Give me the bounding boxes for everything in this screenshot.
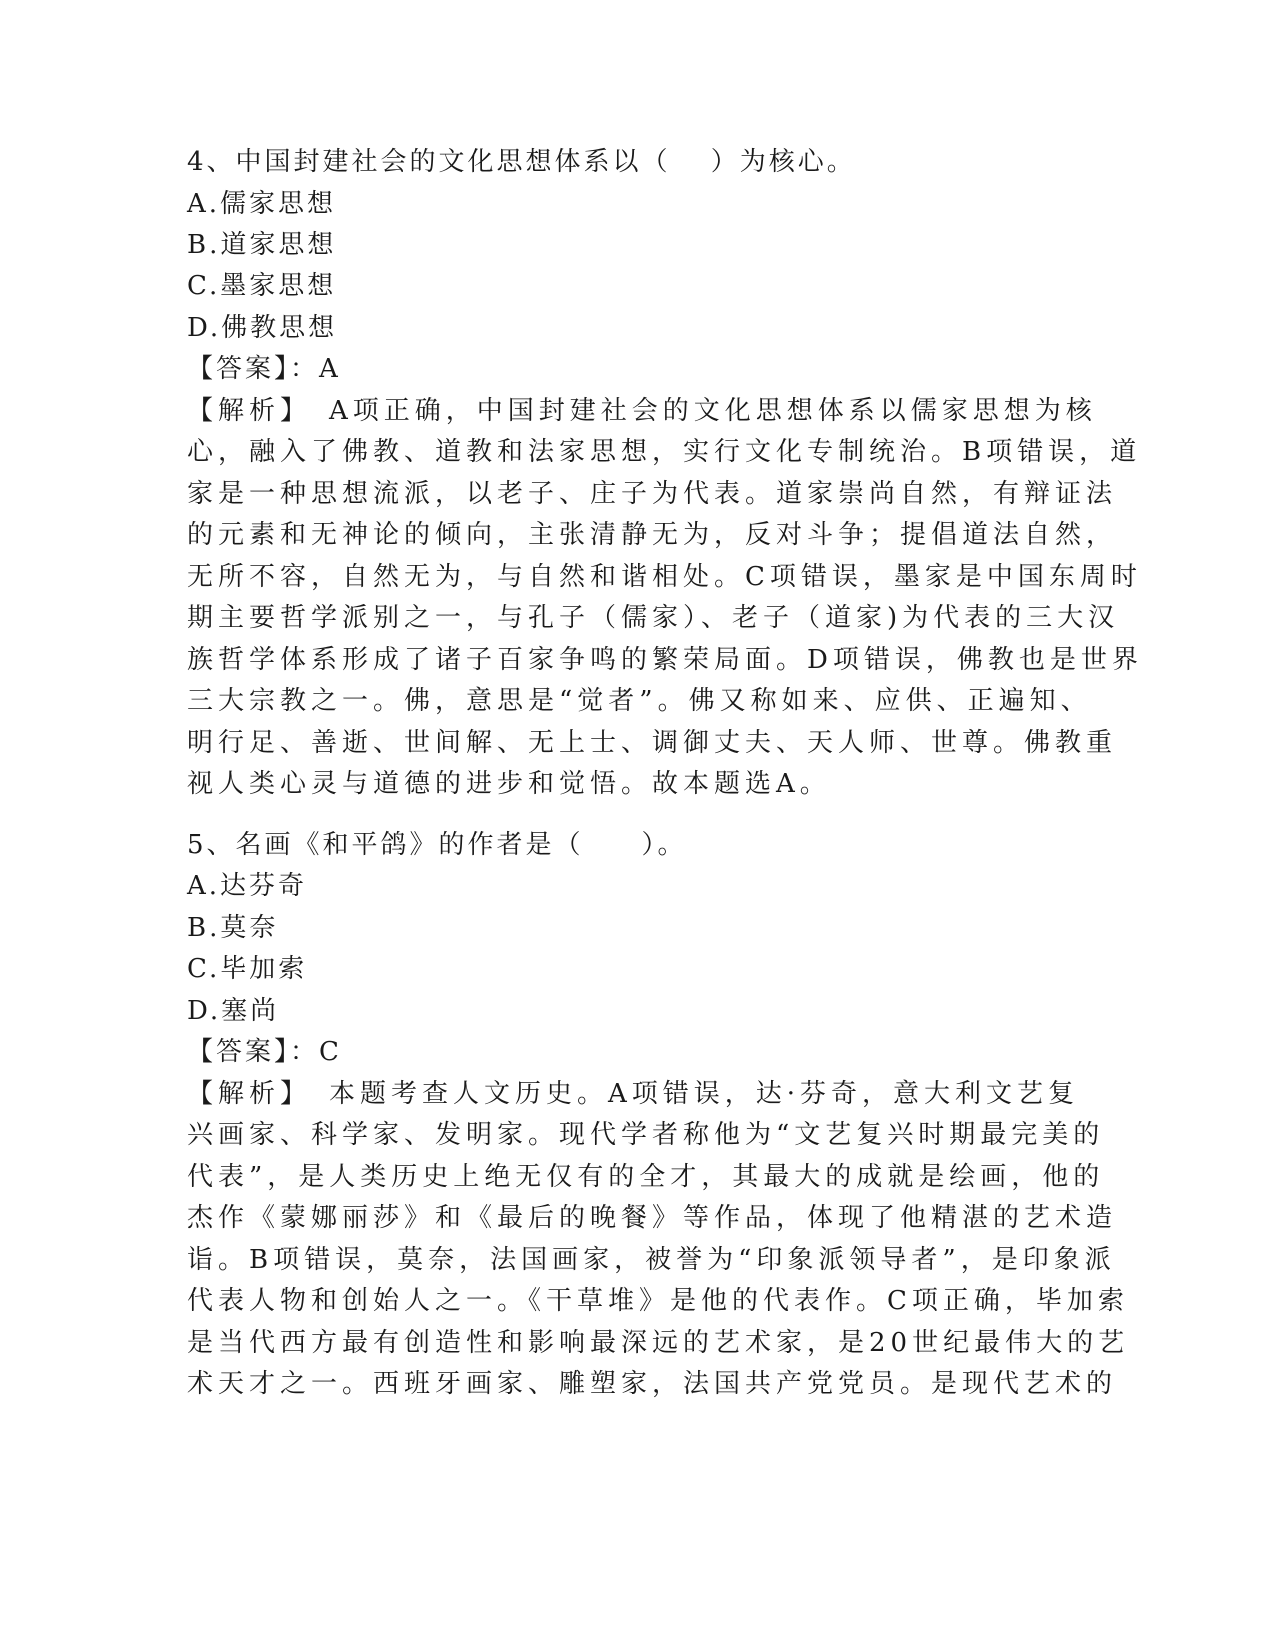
question-4-analysis-line: 无所不容，自然无为，与自然和谐相处。C项错误，墨家是中国东周时	[187, 562, 1142, 592]
question-4-analysis-line: 的元素和无神论的倾向，主张清静无为，反对斗争；提倡道法自然，	[187, 520, 1118, 550]
question-5-analysis-line: 兴画家、科学家、发明家。现代学者称他为“文艺复兴时期最完美的	[187, 1120, 1105, 1150]
question-4-analysis-line: 族哲学体系形成了诸子百家争鸣的繁荣局面。D项错误，佛教也是世界	[187, 645, 1143, 675]
question-5-option-d: D.塞尚	[187, 996, 280, 1026]
question-4-analysis-line: 明行足、善逝、世间解、无上士、调御丈夫、天人师、世尊。佛教重	[187, 728, 1118, 758]
question-4-option-a: A.儒家思想	[187, 189, 337, 219]
question-5-option-a: A.达芬奇	[187, 871, 308, 901]
question-4-analysis-line: 三大宗教之一。佛，意思是“觉者”。佛又称如来、应供、正遍知、	[187, 686, 1092, 716]
question-4-option-d: D.佛教思想	[187, 313, 338, 343]
question-4-analysis-line: 【解析】 A项正确，中国封建社会的文化思想体系以儒家思想为核	[187, 396, 1097, 426]
question-4-answer: 【答案】：A	[187, 354, 341, 384]
question-5-analysis-line: 代表人物和创始人之一。《干草堆》是他的代表作。C项正确，毕加索	[187, 1286, 1129, 1316]
question-4-analysis-line: 心，融入了佛教、道教和法家思想，实行文化专制统治。B项错误，道	[187, 437, 1142, 467]
question-5-analysis-line: 术天才之一。西班牙画家、雕塑家，法国共产党党员。是现代艺术的	[187, 1369, 1118, 1399]
question-4-analysis-line: 家是一种思想流派，以老子、庄子为代表。道家崇尚自然，有辩证法	[187, 479, 1118, 509]
question-4-option-b: B.道家思想	[187, 230, 337, 260]
question-5-analysis-line: 杰作《蒙娜丽莎》和《最后的晚餐》等作品，体现了他精湛的艺术造	[187, 1203, 1118, 1233]
question-5-analysis-line: 诣。B项错误，莫奈，法国画家，被誉为“印象派领导者”，是印象派	[187, 1245, 1116, 1275]
question-5-option-b: B.莫奈	[187, 913, 279, 943]
question-4-stem: 4、中国封建社会的文化思想体系以（ ）为核心。	[187, 147, 856, 177]
question-5-analysis-line: 【解析】 本题考查人文历史。A项错误，达·芬奇，意大利文艺复	[187, 1079, 1080, 1109]
question-5-analysis-line: 是当代西方最有创造性和影响最深远的艺术家，是20世纪最伟大的艺	[187, 1328, 1130, 1358]
question-5-analysis-line: 代表”，是人类历史上绝无仅有的全才，其最大的成就是绘画，他的	[187, 1162, 1105, 1192]
question-4-analysis-line: 期主要哲学派别之一，与孔子（儒家）、老子（道家)为代表的三大汉	[187, 603, 1120, 633]
question-5-option-c: C.毕加索	[187, 954, 308, 984]
question-5-stem: 5、名画《和平鸽》的作者是（ ）。	[187, 830, 687, 860]
question-4-option-c: C.墨家思想	[187, 271, 337, 301]
question-5-answer: 【答案】：C	[187, 1037, 342, 1067]
question-4-analysis-line: 视人类心灵与道德的进步和觉悟。故本题选A。	[187, 769, 831, 799]
